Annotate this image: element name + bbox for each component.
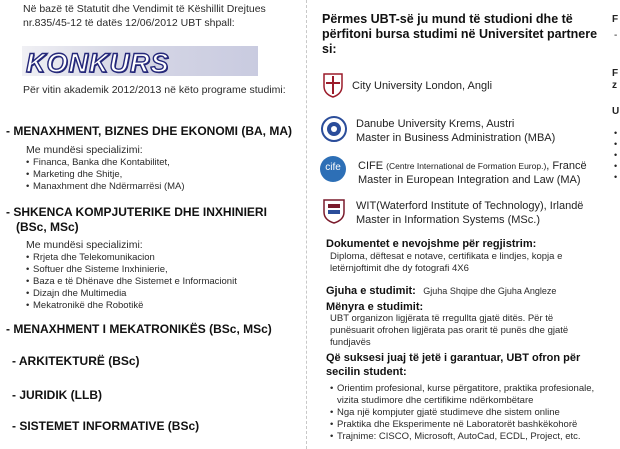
- spec-label: Me mundësi specializimi:: [26, 144, 143, 156]
- success-list: [330, 383, 612, 443]
- spec-list-computer-science: [26, 252, 237, 312]
- edge-bullets: • • • • •: [614, 128, 618, 182]
- program-title-information-systems: - SISTEMET INFORMATIVE (BSc): [12, 419, 200, 433]
- cife-country: , Francë: [546, 160, 587, 172]
- language-row: [326, 281, 556, 299]
- edge-text: F: [612, 68, 619, 79]
- language-title: Gjuha e studimit:: [326, 285, 416, 297]
- program-title-law: - JURIDIK (LLB): [12, 388, 102, 402]
- wit-crest-icon: [322, 198, 346, 224]
- spec-label: Me mundësi specializimi:: [26, 239, 143, 251]
- documents-body: Diploma, dëftesat e notave, certifikata e lindjes, kopja e letërnjoftimit dhe dy fotografi 4X6: [330, 251, 563, 274]
- list-item: • Rrjeta dhe Telekomunikacion: [26, 252, 237, 264]
- program-title-management: - MENAXHMENT, BIZNES DHE EKONOMI (BA, MA): [6, 124, 292, 138]
- language-value: Gjuha Shqipe dhe Gjuha Angleze: [423, 286, 557, 296]
- cife-logo-icon: [320, 156, 346, 182]
- program-title-computer-science: - SHKENCA KOMPJUTERIKE DHE INXHINIERI: [6, 205, 267, 219]
- list-item: • Mekatronikë dhe Robotikë: [26, 300, 237, 312]
- partner-danube-program: Master in Business Administration (MBA): [356, 132, 556, 144]
- list-item: • Nga një kompjuter gjatë studimeve dhe sistem online: [330, 407, 612, 419]
- cife-full-name: (Centre International de Formation Europ.): [386, 161, 547, 171]
- konkurs-title: KONKURS: [26, 48, 170, 78]
- list-item: • Marketing dhe Shitje,: [26, 169, 185, 181]
- edge-text: U: [612, 106, 620, 117]
- list-item: • Manaxhment dhe Ndërmarrësi (MA): [26, 181, 185, 193]
- column-divider: [306, 0, 308, 449]
- partner-wit-name: WIT(Waterford Institute of Technology), Irlandë: [356, 200, 584, 212]
- academic-year-line: Për vitin akademik 2012/2013 në këto programe studimi:: [23, 84, 286, 96]
- city-university-crest-icon: [322, 72, 344, 98]
- danube-university-logo-icon: [320, 115, 348, 143]
- program-degree-computer-science: (BSc, MSc): [16, 220, 79, 234]
- edge-text: z: [612, 80, 617, 91]
- partner-wit-program: Master in Information Systems (MSc.): [356, 214, 540, 226]
- spec-list-management: [26, 157, 185, 193]
- partner-cife-program: Master in European Integration and Law (MA): [358, 174, 581, 186]
- list-item: • Softuer dhe Sisteme Inxhinierie,: [26, 264, 237, 276]
- list-item: • Trajnime: CISCO, Microsoft, AutoCad, ECDL, Project, etc.: [330, 431, 612, 443]
- partners-header: Përmes UBT-së ju mund të studioni dhe të përfitoni bursa studimi në Universitet partnere si:: [322, 12, 598, 56]
- cife-logo-text: cife: [325, 162, 341, 173]
- program-title-architecture: - ARKITEKTURË (BSc): [12, 354, 140, 368]
- documents-title: Dokumentet e nevojshme për regjistrim:: [326, 238, 537, 250]
- edge-text: -: [614, 30, 618, 41]
- list-item: • Orientim profesional, kurse përgatitore, praktika profesionale, vizita studimore dhe certifikime ndërkombëtare: [330, 383, 612, 407]
- success-title: Që suksesi juaj të jetë i garantuar, UBT ofron për secilin student:: [326, 352, 581, 378]
- program-title-mechatronics: - MENAXHMENT I MEKATRONIKËS (BSc, MSc): [6, 322, 272, 336]
- list-item: • Financa, Banka dhe Kontabilitet,: [26, 157, 185, 169]
- cife-name: CIFE: [358, 160, 387, 172]
- method-body: UBT organizon ligjërata të rregullta gjatë ditës. Për të punësuarit ofrohen ligjërata pas orarit të punës dhe gjatë fundjavës: [330, 313, 569, 348]
- partner-danube-name: Danube University Krems, Austri: [356, 118, 515, 130]
- partner-cife-name: [358, 159, 587, 173]
- konkurs-banner: [22, 46, 258, 76]
- list-item: • Praktika dhe Eksperimente në Laboratorët bashkëkohorë: [330, 419, 612, 431]
- list-item: • Dizajn dhe Multimedia: [26, 288, 237, 300]
- method-title: Mënyra e studimit:: [326, 301, 424, 313]
- edge-text: F: [612, 14, 619, 25]
- list-item: • Baza e të Dhënave dhe Sistemet e Informacionit: [26, 276, 237, 288]
- intro-text: Në bazë të Statutit dhe Vendimit të Këshillit Drejtues nr.835/45-12 të datës 12/06/2012 UBT shpall:: [23, 3, 266, 29]
- partner-city-university: City University London, Angli: [352, 80, 493, 92]
